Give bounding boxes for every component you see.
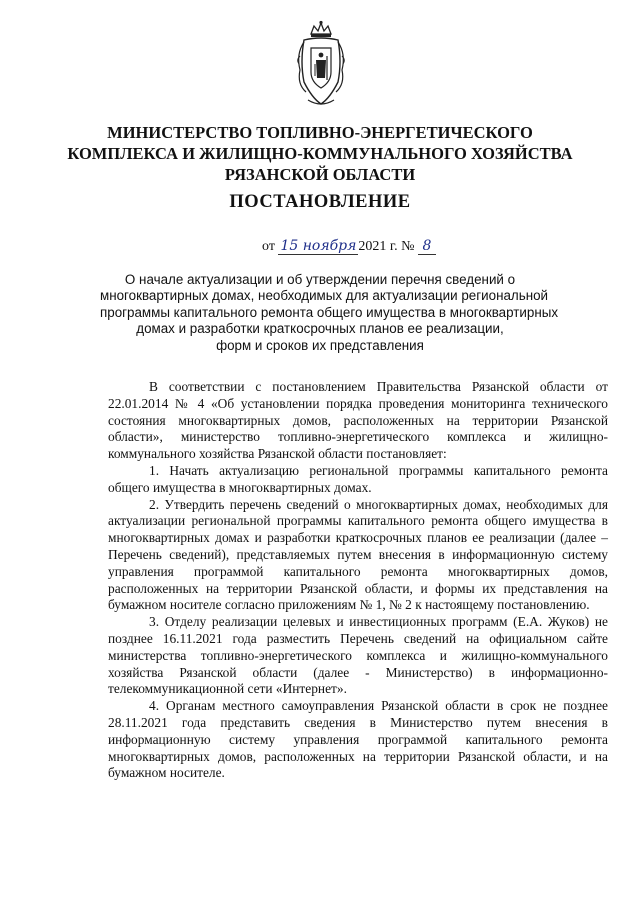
date-year-label: 2021 г. №	[358, 239, 415, 254]
subject-line: О начале актуализации и об утверждении перечня сведений о	[124, 272, 516, 287]
body-paragraph-item-3: 3. Отделу реализации целевых и инвестиционных программ (Е.А. Жуков) не позднее 16.11.2021 года разместить Перечень сведений на официальном сайте министерства топливно-энергетического комплекса и жилищно-коммунального хозяйства Рязанской области (далее - Министерство) в информационно-телекоммуникационной сети «Интернет».	[108, 614, 608, 697]
document-subject	[100, 272, 559, 354]
handwritten-number: 8	[418, 238, 436, 255]
ryazan-coat-of-arms-icon	[294, 20, 348, 108]
body-paragraph-item-4: 4. Органам местного самоуправления Рязанской области в срок не позднее 28.11.2021 года представить сведения в Министерство путем внесения в информационную систему управления программой капитального ремонта многоквартирных домов, расположенных на территории Рязанской области, и на бумажном носителе.	[108, 698, 608, 781]
subject-line: форм и сроков их представления	[216, 337, 424, 353]
handwritten-date: 15 ноября	[280, 238, 357, 254]
document-body	[108, 379, 608, 782]
ministry-name-line: РЯЗАНСКОЙ ОБЛАСТИ	[224, 165, 416, 184]
subject-line: домах и разработки краткосрочных планов ее реализации,	[136, 321, 504, 337]
body-paragraph-preamble: В соответствии с постановлением Правительства Рязанской области от 22.01.2014 № 4 «Об установлении порядка проведения мониторинга технического состояния многоквартирных домов, расположенных на территории Рязанской области», министерство топливно-энергетического комплекса и жилищно-коммунального хозяйства Рязанской области постановляет:	[108, 379, 608, 462]
date-number-line	[262, 238, 436, 255]
subject-line: программы капитального ремонта общего имущества в многоквартирных	[100, 304, 559, 320]
ministry-name-line: КОМПЛЕКСА И ЖИЛИЩНО-КОММУНАЛЬНОГО ХОЗЯЙСТВА	[67, 144, 573, 163]
ministry-name	[40, 122, 600, 185]
subject-line: многоквартирных домах, необходимых для актуализации региональной	[100, 288, 549, 304]
document-type-title: ПОСТАНОВЛЕНИЕ	[229, 192, 411, 212]
ministry-name-line: МИНИСТЕРСТВО ТОПЛИВНО-ЭНЕРГЕТИЧЕСКОГО	[107, 123, 533, 142]
date-prefix: от	[262, 239, 275, 254]
body-paragraph-item-1: 1. Начать актуализацию региональной программы капитального ремонта общего имущества в многоквартирных домах.	[108, 462, 608, 495]
body-paragraph-item-2: 2. Утвердить перечень сведений о многоквартирных домах, необходимых для актуализации региональной программы капитального ремонта общего имущества в многоквартирных домах и разработки краткосрочных планов ее реализации (далее – Перечень сведений), представляемых путем внесения в информационную систему управления программой капитального ремонта многоквартирных домов, расположенных на территории Рязанской области, и формы их представления на бумажном носителе согласно приложениям № 1, № 2 к настоящему постановлению.	[108, 496, 608, 613]
